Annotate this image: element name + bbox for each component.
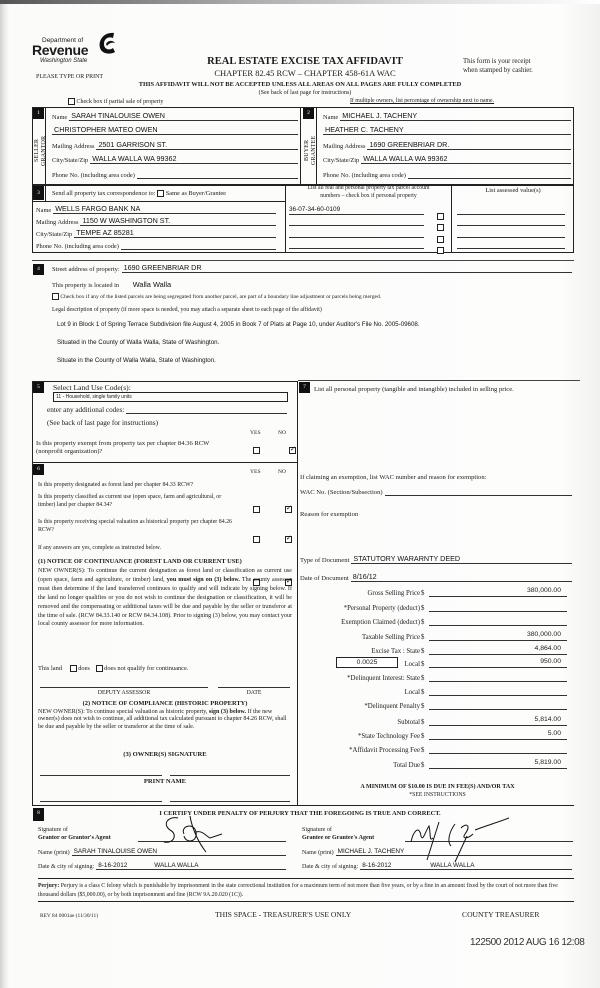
seller-city-label: City/State/Zip bbox=[52, 157, 89, 164]
amount-label: *Delinquent Interest: State bbox=[347, 675, 420, 682]
perjury-bold: Perjury: bbox=[38, 883, 60, 889]
does-not-qualify-label: does not qualify for continuance. bbox=[104, 665, 189, 672]
buyer-city-value: WALLA WALLA WA 99362 bbox=[363, 154, 448, 163]
dollar-sign: $ bbox=[421, 661, 425, 668]
section-1-badge: 1 bbox=[33, 108, 44, 119]
buyer-name-field[interactable] bbox=[323, 112, 571, 121]
form-subtitle: CHAPTER 82.45 RCW – CHAPTER 458-61A WAC bbox=[214, 68, 396, 78]
buyer-city-label: City/State/Zip bbox=[323, 157, 360, 164]
buyer-address-value: 1690 GREENBRIAR DR. bbox=[369, 140, 450, 149]
seller-city-field[interactable] bbox=[52, 155, 298, 164]
doc-date-value: 8/16/12 bbox=[352, 572, 377, 581]
receipt-note-1: This form is your receipt bbox=[463, 58, 531, 65]
doc-type-label: Type of Document bbox=[300, 557, 350, 564]
buyer-phone-field[interactable] bbox=[323, 170, 571, 179]
local-rate-box[interactable]: 0.0025 bbox=[336, 657, 398, 668]
amount-label: *Personal Property (deduct) bbox=[343, 605, 420, 612]
dollar-sign: $ bbox=[421, 590, 425, 597]
does-qualify-label: does bbox=[78, 665, 90, 672]
seller-phone-field[interactable] bbox=[52, 170, 298, 179]
parcel-number-field[interactable] bbox=[289, 229, 424, 238]
buyer-city-field[interactable] bbox=[323, 155, 571, 164]
section-4-top-rule bbox=[32, 260, 574, 261]
assessed-value-field[interactable] bbox=[457, 229, 565, 238]
correspondence-city-label: City/State/Zip bbox=[36, 231, 73, 238]
notice1-bold: you must sign on (3) below. bbox=[166, 576, 240, 583]
owner-print-line-1[interactable] bbox=[40, 801, 162, 802]
property-street-value: 1690 GREENBRIAR DR bbox=[123, 263, 202, 272]
amount-label: Gross Selling Price bbox=[367, 590, 420, 597]
section-3-header-rule bbox=[32, 201, 285, 202]
grantor-name-value: SARAH TINALOUISE OWEN bbox=[73, 848, 157, 855]
amount-value[interactable] bbox=[429, 700, 567, 710]
dollar-sign: $ bbox=[421, 762, 425, 769]
section-5-badge: 5 bbox=[33, 382, 44, 393]
notice2-text-a: NEW OWNER(S): To continue special valuation as historic property, bbox=[38, 709, 208, 715]
grantor-name-label: Name (print) bbox=[38, 850, 70, 856]
correspondence-phone-label: Phone No. (including area code) bbox=[36, 243, 119, 250]
section-8-top-rule bbox=[32, 805, 574, 806]
notice2-title: (2) NOTICE OF COMPLIANCE (HISTORIC PROPERTY) bbox=[82, 700, 248, 707]
dollar-sign: $ bbox=[421, 747, 425, 754]
scan-shadow bbox=[0, 0, 600, 4]
amount-value[interactable]: 380,000.00 bbox=[429, 587, 567, 597]
land-use-heading: Select Land Use Code(s): bbox=[53, 383, 131, 392]
grantor-city-value: WALLA WALLA bbox=[154, 862, 199, 869]
section-3-badge-divider bbox=[45, 186, 46, 202]
question-yes-checkbox[interactable] bbox=[253, 506, 260, 513]
grantee-date-label: Date & city of signing: bbox=[302, 864, 359, 870]
notice3-title: (3) OWNER(S) SIGNATURE bbox=[123, 751, 207, 758]
dollar-sign: $ bbox=[421, 648, 425, 655]
amount-label: *Affidavit Processing Fee bbox=[349, 747, 420, 754]
logo-line3: Washington State bbox=[40, 58, 88, 64]
parcel-row bbox=[289, 229, 571, 239]
question-no-checkbox[interactable] bbox=[285, 506, 292, 513]
notice1-title: (1) NOTICE OF CONTINUANCE (FOREST LAND OR CURRENT USE) bbox=[38, 558, 242, 565]
completion-warning: THIS AFFIDAVIT WILL NOT BE ACCEPTED UNLESS ALL AREAS ON ALL PAGES ARE FULLY COMPLETED bbox=[138, 81, 462, 88]
notice1-body bbox=[38, 567, 292, 629]
parcel-heading-2: numbers – check box if personal property bbox=[320, 192, 417, 199]
personal-property-label: List all personal property (tangible and intangible) included in selling price. bbox=[314, 386, 514, 393]
correspondence-heading-row bbox=[52, 190, 226, 197]
deputy-assessor-label: DEPUTY ASSESSOR bbox=[97, 690, 151, 696]
grantor-date-field[interactable] bbox=[38, 861, 286, 870]
seller-side-label bbox=[34, 128, 48, 173]
amount-row bbox=[300, 616, 567, 626]
additional-codes-label: enter any additional codes: bbox=[47, 406, 125, 414]
buyer-label: BUYER bbox=[304, 139, 310, 162]
deputy-date-label: DATE bbox=[246, 690, 262, 696]
does-not-qualify-checkbox[interactable] bbox=[96, 665, 103, 672]
correspondence-phone-field[interactable] bbox=[36, 241, 276, 250]
seller-address-label: Mailing Address bbox=[52, 143, 95, 150]
seller-buyer-divider bbox=[300, 107, 301, 185]
dollar-sign: $ bbox=[421, 619, 425, 626]
owner-signature-line-2[interactable] bbox=[170, 775, 290, 776]
amount-row bbox=[300, 587, 567, 597]
grantee-sig-label-2: Grantee or Grantee's Agent bbox=[302, 835, 375, 841]
dor-swoosh-icon bbox=[96, 30, 118, 56]
exempt-question: Is this property exempt from property tax per chapter 84.36 RCW (nonprofit organization)? bbox=[36, 440, 210, 455]
same-as-buyer-checkbox[interactable] bbox=[157, 190, 164, 197]
continuance-row bbox=[38, 665, 188, 672]
parcel-heading bbox=[286, 185, 451, 200]
partial-sale-label: Check box if partial sale of property bbox=[76, 98, 164, 105]
partial-sale-checkbox[interactable] bbox=[68, 98, 75, 105]
buyer-name2-value: HEATHER C. TACHENY bbox=[325, 125, 404, 134]
s6-no-header: NO bbox=[278, 469, 287, 475]
grantor-sig-label-1: Signature of bbox=[38, 827, 68, 833]
buyer-address-field[interactable] bbox=[323, 141, 571, 150]
certification-statement: I CERTIFY UNDER PENALTY OF PERJURY THAT THE FOREGOING IS TRUE AND CORRECT. bbox=[159, 810, 441, 817]
legal-description-label: Legal description of property (if more space is needed, you may attach a separate sheet to each page of the affidavit) bbox=[52, 307, 322, 313]
amount-value[interactable]: 5.00 bbox=[429, 730, 567, 740]
question-no-checkbox[interactable] bbox=[285, 536, 292, 543]
amount-row bbox=[300, 730, 567, 740]
amount-row bbox=[300, 700, 567, 710]
assessed-value-field[interactable] bbox=[457, 217, 565, 226]
notice2-body bbox=[38, 709, 292, 731]
correspondence-address-value: 1150 W WASHINGTON ST. bbox=[82, 216, 171, 225]
amount-value[interactable]: 380,000.00 bbox=[429, 631, 567, 641]
amount-value[interactable] bbox=[429, 744, 567, 754]
wac-field[interactable] bbox=[300, 487, 572, 496]
section-8-badge: 8 bbox=[33, 808, 44, 821]
owner-signature-line-1[interactable] bbox=[40, 775, 162, 776]
amount-row bbox=[300, 759, 567, 769]
amount-value[interactable] bbox=[429, 602, 567, 612]
amount-row bbox=[300, 744, 567, 754]
amount-value[interactable]: 950.00 bbox=[429, 658, 567, 668]
exempt-no-checkbox[interactable] bbox=[289, 447, 296, 454]
amount-row bbox=[300, 645, 567, 655]
treasurer-stamp: 122500 2012 AUG 16 12:08 bbox=[470, 937, 585, 948]
grantor-signature-label bbox=[38, 826, 111, 842]
question-text: Is this property receiving special valuation as historical property per chapter 84.26 RCW? bbox=[38, 519, 232, 533]
question-text: Is this property classified as current use (open space, farm and agricultural, or timber) land per chapter 84.34? bbox=[38, 494, 222, 508]
amount-row bbox=[300, 631, 567, 641]
grantor-label: GRANTOR bbox=[41, 135, 47, 166]
grantee-name-label: Name (print) bbox=[302, 850, 334, 856]
perjury-bottom-rule bbox=[38, 901, 574, 902]
seller-name2-field[interactable] bbox=[52, 126, 298, 135]
property-street-field[interactable] bbox=[52, 264, 572, 273]
assessed-value-field[interactable] bbox=[457, 240, 565, 249]
property-location-value[interactable]: Walla Walla bbox=[132, 280, 172, 289]
parcel-row bbox=[289, 217, 571, 227]
logo-line2: Revenue bbox=[32, 42, 89, 58]
amount-label: Excise Tax : State bbox=[371, 648, 420, 655]
instructions-note: (See back of last page for instructions) bbox=[258, 90, 352, 96]
amount-value[interactable] bbox=[429, 616, 567, 626]
amount-row bbox=[300, 602, 567, 612]
perjury-text: Perjury is a class C felony which is punishable by imprisonment in the state correctional institution for a maximum term of not more than five years, or by a fine in an amount fixed by the court of not more than five thousand dollars ($5,000.00), or by both imprisonment and fine (RCW 9A.20.020 (1C)). bbox=[38, 883, 558, 898]
does-qualify-checkbox[interactable] bbox=[70, 665, 77, 672]
grantor-sig-label-2: Grantor or Grantor's Agent bbox=[38, 835, 111, 841]
treasurer-use-label: THIS SPACE - TREASURER'S USE ONLY bbox=[215, 910, 352, 919]
perjury-notice bbox=[38, 882, 574, 900]
buyer-name-label: Name bbox=[323, 114, 339, 121]
amount-row bbox=[300, 716, 567, 726]
correspondence-name-field[interactable] bbox=[36, 205, 276, 214]
parcel-number-field[interactable] bbox=[289, 217, 424, 226]
section-7-badge: 7 bbox=[299, 382, 310, 393]
grantee-signature-icon bbox=[405, 812, 515, 864]
county-treasurer-label: COUNTY TREASURER bbox=[462, 910, 540, 919]
land-use-select[interactable]: 11 - Household, single family units bbox=[53, 392, 288, 402]
multiple-owners-note: If multiple owners, list percentage of ownership next to name. bbox=[350, 98, 495, 104]
legal-line-2[interactable]: Situated in the County of Walla Walla, State of Washington. bbox=[57, 339, 220, 346]
seller-name2-value: CHRISTOPHER MATEO OWEN bbox=[54, 125, 158, 134]
parcel-row bbox=[289, 206, 571, 216]
grantee-name-field[interactable] bbox=[302, 847, 572, 856]
section-7-top-rule bbox=[298, 380, 580, 381]
parcel-heading-1: List all real and personal property tax parcel account bbox=[307, 185, 430, 191]
please-type-note: PLEASE TYPE OR PRINT bbox=[36, 74, 104, 80]
amount-value[interactable]: 5,819.00 bbox=[429, 759, 567, 769]
segregated-label: Check box if any of the listed parcels are being segregated from another parcel, are part of a boundary line adjustment or parcels being merged. bbox=[60, 293, 382, 300]
grantor-date-label: Date & city of signing: bbox=[38, 864, 95, 870]
grantor-date-value: 8-16-2012 bbox=[98, 862, 128, 869]
legal-line-1[interactable]: Lot 9 in Block 1 of Spring Terrace Subdivision file August 4, 2005 in Book 7 of Plats at Page 10, under Auditor's File No. 2005-09608. bbox=[57, 321, 420, 328]
notice2-text-b: If the new owner(s) does not wish to continue, all additional tax calculated pursuant to chapter 84.26 RCW, shall be due and payable by the seller or transferor at the time of sale. bbox=[38, 709, 287, 730]
see-instructions-note: *SEE INSTRUCTIONS bbox=[409, 792, 466, 798]
seller-name-value: SARAH TINALOUISE OWEN bbox=[71, 111, 165, 120]
grantee-city-value: WALLA WALLA bbox=[430, 862, 475, 869]
section-4-badge: 4 bbox=[33, 264, 44, 275]
correspondence-name-value: WELLS FARGO BANK NA bbox=[55, 204, 141, 213]
correspondence-heading: Send all property tax correspondence to: bbox=[52, 190, 156, 197]
doc-date-label: Date of Document bbox=[300, 575, 349, 582]
dollar-sign: $ bbox=[421, 703, 425, 710]
amount-label: Taxable Selling Price bbox=[361, 634, 420, 641]
seller-address-value: 2501 GARRISON ST. bbox=[98, 140, 168, 149]
grantor-name-field[interactable] bbox=[38, 847, 286, 856]
section-2-badge: 2 bbox=[303, 108, 314, 119]
owner-print-line-2[interactable] bbox=[170, 801, 290, 802]
form-number: REV 84 0001ae (11/30/11) bbox=[40, 913, 99, 919]
buyer-side-label bbox=[304, 128, 318, 173]
amount-value[interactable]: 5,814.00 bbox=[429, 716, 567, 726]
parcel-number-field[interactable]: 36-07-34-60-0109 bbox=[289, 206, 424, 215]
buyer-phone-label: Phone No. (including area code) bbox=[323, 172, 406, 179]
notice1-text-a: NEW OWNER(S): To continue the current designation as forest land or classification as current use (open space, farm and agriculture, or timber) land, bbox=[38, 568, 292, 583]
dollar-sign: $ bbox=[421, 605, 425, 612]
seller-name-label: Name bbox=[52, 114, 68, 121]
seller-address-field[interactable] bbox=[52, 141, 298, 150]
correspondence-address-label: Mailing Address bbox=[36, 219, 79, 226]
receipt-note-2: when stamped by cashier. bbox=[463, 67, 533, 74]
deputy-assessor-date-line[interactable] bbox=[218, 687, 290, 688]
wac-label: WAC No. (Section/Subsection) bbox=[300, 489, 383, 496]
exempt-yes-header: YES bbox=[250, 430, 261, 436]
additional-codes-field[interactable] bbox=[47, 405, 287, 414]
section-6-top-rule bbox=[32, 462, 298, 463]
minimum-due-note: A MINIMUM OF $10.00 IS DUE IN FEE(S) AND/OR TAX bbox=[360, 784, 515, 790]
assessed-heading: List assessed value(s) bbox=[485, 187, 541, 194]
correspondence-city-field[interactable] bbox=[36, 229, 276, 238]
notice1-text-b: The county assessor must then determine if the land transferred continues to qualify and will indicate by signing below. If the land no longer qualifies or you do not wish to continue the designation or classification, it will be removed and the compensating or additional taxes will be due and payable by the seller or transferor at the time of sale. (RCW 84.33.140 or RCW 84.34.108). Prior to signing (3) below, you may contact your local county assessor for more information. bbox=[38, 576, 293, 628]
correspondence-city-value: TEMPE AZ 85281 bbox=[76, 228, 134, 237]
property-location-label: This property is located in bbox=[52, 282, 120, 289]
dollar-sign: $ bbox=[421, 719, 425, 726]
amount-value[interactable] bbox=[429, 672, 567, 682]
parcel-number-field[interactable] bbox=[289, 240, 424, 249]
buyer-name-value: MICHAEL J. TACHENY bbox=[342, 111, 418, 120]
same-as-buyer-label: Same as Buyer/Grantee bbox=[165, 190, 227, 197]
grantee-name-value: MICHAEL J. TACHENY bbox=[337, 848, 405, 855]
amount-row bbox=[300, 686, 567, 696]
segregated-checkbox[interactable] bbox=[52, 293, 59, 300]
correspondence-address-field[interactable] bbox=[36, 217, 276, 226]
doc-type-field[interactable] bbox=[300, 555, 572, 564]
land-use-instructions: (See back of last page for instructions) bbox=[47, 419, 158, 427]
parcel-row bbox=[289, 240, 571, 250]
exempt-yes-checkbox[interactable] bbox=[253, 447, 260, 454]
seller-name-field[interactable] bbox=[52, 112, 298, 121]
amount-label: *State Technology Fee bbox=[357, 733, 420, 740]
buyer-address-label: Mailing Address bbox=[323, 143, 366, 150]
perjury-top-rule bbox=[38, 878, 574, 879]
grantee-signature-label bbox=[302, 826, 374, 842]
amount-value[interactable] bbox=[429, 686, 567, 696]
assessed-value-field[interactable] bbox=[457, 206, 565, 215]
legal-line-3[interactable]: Situate in the County of Walla Walla, State of Washington. bbox=[57, 357, 216, 364]
segregated-row bbox=[52, 293, 381, 300]
property-street-label: Street address of property: bbox=[52, 266, 120, 273]
amount-label: Subtotal bbox=[397, 719, 420, 726]
section-6-badge: 6 bbox=[33, 464, 44, 475]
amount-label: Local bbox=[404, 689, 420, 696]
amount-label: Exemption Claimed (deduct) bbox=[341, 619, 420, 626]
amount-value[interactable]: 4,864.00 bbox=[429, 645, 567, 655]
logo-line1: Department of bbox=[42, 37, 84, 44]
grantee-sig-label-1: Signature of bbox=[302, 827, 332, 833]
grantee-date-value: 8-16-2012 bbox=[362, 862, 392, 869]
exemption-label: If claiming an exemption, list WAC number and reason for exemption: bbox=[300, 474, 487, 481]
question-yes-checkbox[interactable] bbox=[253, 536, 260, 543]
print-name-label: PRINT NAME bbox=[143, 778, 187, 785]
question-text: Is this property designated as forest land per chapter 84.33 RCW? bbox=[38, 482, 194, 488]
doc-type-value: STATUTORY WARARNTY DEED bbox=[353, 554, 461, 563]
grantee-date-field[interactable] bbox=[302, 861, 572, 870]
seller-label: SELLER bbox=[34, 138, 40, 163]
if-yes-note: If any answers are yes, complete as instructed below. bbox=[38, 545, 161, 551]
deputy-assessor-signature-line[interactable] bbox=[40, 687, 208, 688]
personal-property-checkbox[interactable] bbox=[437, 247, 444, 254]
dollar-sign: $ bbox=[421, 733, 425, 740]
amount-label: *Delinquent Penalty bbox=[364, 703, 420, 710]
seller-phone-label: Phone No. (including area code) bbox=[52, 172, 135, 179]
partial-sale-row bbox=[68, 98, 163, 105]
amount-label: Total Due bbox=[393, 762, 420, 769]
notice2-bold: sign (3) below. bbox=[208, 709, 246, 715]
amount-row bbox=[300, 672, 567, 682]
seller-city-value: WALLA WALLA WA 99362 bbox=[92, 154, 177, 163]
form-title: REAL ESTATE EXCISE TAX AFFIDAVIT bbox=[207, 56, 403, 67]
correspondence-name-label: Name bbox=[36, 207, 52, 214]
buyer-name2-field[interactable] bbox=[323, 126, 571, 135]
dollar-sign: $ bbox=[421, 634, 425, 641]
dollar-sign: $ bbox=[421, 689, 425, 696]
amount-label: Local bbox=[404, 661, 420, 668]
reason-label: Reason for exemption bbox=[300, 511, 359, 518]
section-3-badge: 3 bbox=[33, 186, 44, 200]
property-location-row bbox=[52, 280, 171, 289]
exempt-no-header: NO bbox=[278, 430, 287, 436]
dor-logo bbox=[30, 28, 110, 68]
this-land-label: This land bbox=[38, 665, 62, 672]
dollar-sign: $ bbox=[421, 675, 425, 682]
s6-yes-header: YES bbox=[250, 469, 261, 475]
grantee-label: GRANTEE bbox=[311, 135, 317, 166]
doc-date-field[interactable] bbox=[300, 573, 572, 582]
